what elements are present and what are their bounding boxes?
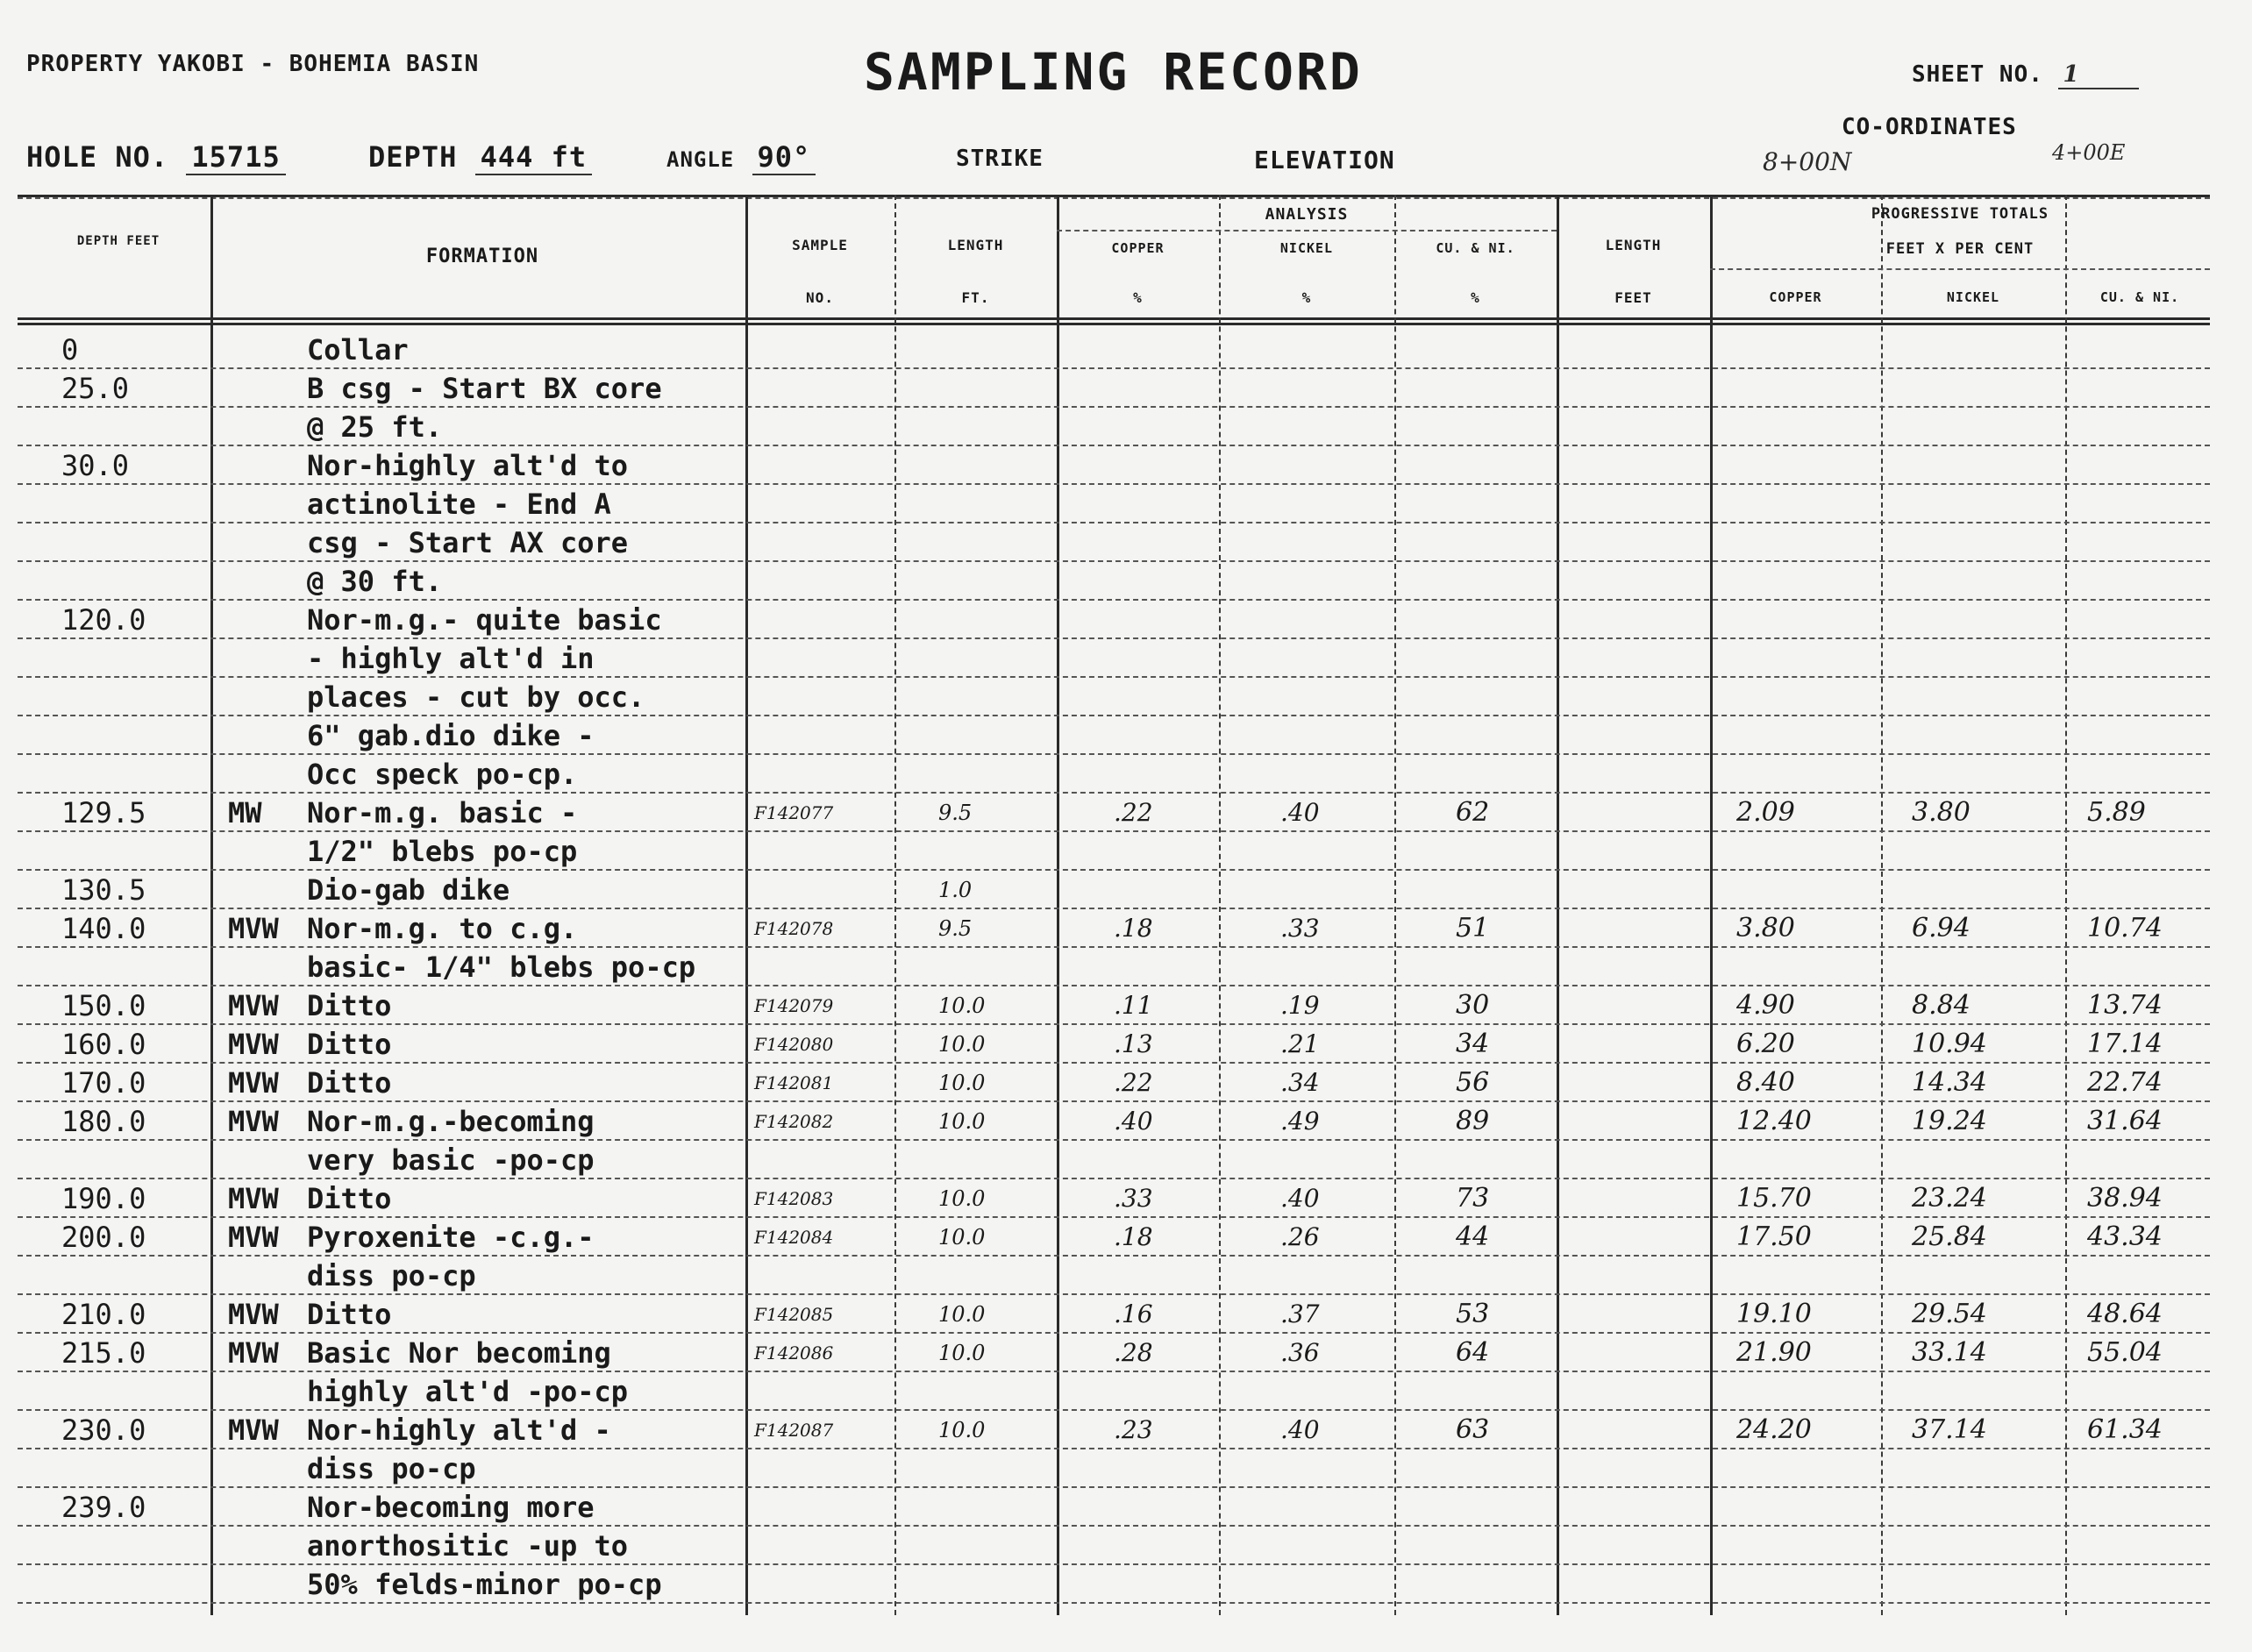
row-formation: Ditto — [307, 1066, 392, 1100]
table-row — [18, 408, 2210, 446]
row-progressive-copper: 15.70 — [1736, 1183, 1812, 1214]
row-formation: Ditto — [307, 1182, 392, 1215]
row-grade: MVW — [228, 1221, 279, 1254]
table-row — [18, 716, 2210, 755]
row-copper-pct: .33 — [1114, 1184, 1153, 1213]
row-progressive-nickel: 14.34 — [1912, 1067, 1987, 1098]
row-depth: 150.0 — [61, 989, 146, 1022]
table-row — [18, 1527, 2210, 1565]
row-depth: 30.0 — [61, 449, 130, 482]
hole-info — [26, 140, 286, 175]
table-row — [18, 1141, 2210, 1179]
row-sample-no: F142077 — [754, 802, 834, 823]
row-grade: MVW — [228, 1298, 279, 1331]
row-formation: Nor-highly alt'd - — [307, 1413, 611, 1447]
row-progressive-nickel: 6.94 — [1912, 913, 1970, 943]
row-copper-pct: .18 — [1114, 1222, 1153, 1251]
row-formation: 1/2" blebs po-cp — [307, 835, 578, 868]
row-progressive-copper: 3.80 — [1736, 913, 1795, 943]
row-progressive-copper: 24.20 — [1736, 1414, 1812, 1445]
row-progressive-cuni: 61.34 — [2087, 1414, 2163, 1445]
row-sample-no: F142085 — [754, 1304, 834, 1325]
row-grade: MVW — [228, 1028, 279, 1061]
row-formation: Dio-gab dike — [307, 873, 510, 907]
col-header-feet: FEET — [1614, 289, 1652, 306]
row-formation: Ditto — [307, 1298, 392, 1331]
row-cuni-pct: 53 — [1456, 1299, 1490, 1329]
table-row — [18, 331, 2210, 369]
angle-value: 90° — [752, 140, 816, 175]
row-formation: 50% felds-minor po-cp — [307, 1568, 662, 1601]
col-header-nickel-pct: % — [1301, 289, 1312, 306]
row-depth: 230.0 — [61, 1413, 146, 1447]
col-header-depth: DEPTH FEET — [76, 234, 160, 248]
row-formation: 6" gab.dio dike - — [307, 719, 595, 752]
row-depth: 120.0 — [61, 603, 146, 637]
row-copper-pct: .18 — [1114, 914, 1153, 943]
row-length: 10.0 — [938, 1071, 986, 1095]
table-row — [18, 1102, 2210, 1141]
table-row — [18, 986, 2210, 1025]
table-row — [18, 871, 2210, 909]
row-formation: Nor-m.g. basic - — [307, 796, 578, 830]
row-cuni-pct: 51 — [1456, 913, 1490, 943]
row-progressive-cuni: 48.64 — [2087, 1299, 2163, 1329]
row-progressive-cuni: 38.94 — [2087, 1183, 2163, 1214]
row-formation: B csg - Start BX core — [307, 372, 662, 405]
col-header-nickel: NICKEL — [1279, 240, 1334, 256]
row-length: 10.0 — [938, 1225, 986, 1250]
table-row — [18, 485, 2210, 523]
row-depth: 190.0 — [61, 1182, 146, 1215]
row-progressive-nickel: 37.14 — [1912, 1414, 1987, 1445]
row-cuni-pct: 73 — [1456, 1183, 1490, 1214]
col-header-feet-x-pct: FEET X PER CENT — [1885, 240, 2035, 258]
row-progressive-cuni: 10.74 — [2087, 913, 2163, 943]
row-formation: Nor-m.g. to c.g. — [307, 912, 578, 945]
row-progressive-nickel: 10.94 — [1912, 1029, 1987, 1059]
row-length: 10.0 — [938, 1341, 986, 1365]
row-depth: 180.0 — [61, 1105, 146, 1138]
row-depth: 140.0 — [61, 912, 146, 945]
hole-no-value: 15715 — [186, 140, 285, 175]
row-sample-no: F142080 — [754, 1034, 834, 1055]
row-sample-no: F142087 — [754, 1420, 834, 1441]
row-formation: @ 30 ft. — [307, 565, 443, 598]
row-length: 10.0 — [938, 1032, 986, 1057]
row-formation: highly alt'd -po-cp — [307, 1375, 629, 1408]
elevation-label: ELEVATION — [1254, 146, 1395, 174]
table-row — [18, 1257, 2210, 1295]
table-row — [18, 446, 2210, 485]
hole-label: HOLE NO. — [26, 140, 169, 174]
row-nickel-pct: .49 — [1280, 1107, 1320, 1136]
row-depth: 170.0 — [61, 1066, 146, 1100]
row-length: 10.0 — [938, 993, 986, 1018]
table-row — [18, 523, 2210, 562]
row-formation: actinolite - End A — [307, 488, 611, 521]
row-progressive-cuni: 5.89 — [2087, 797, 2146, 828]
col-header-length-ft: FT. — [961, 289, 990, 306]
row-copper-pct: .13 — [1114, 1029, 1153, 1058]
depth-info — [368, 140, 592, 175]
row-nickel-pct: .40 — [1280, 1415, 1320, 1444]
row-progressive-nickel: 25.84 — [1912, 1221, 1987, 1252]
row-progressive-copper: 12.40 — [1736, 1106, 1812, 1136]
row-cuni-pct: 44 — [1456, 1221, 1490, 1252]
row-depth: 215.0 — [61, 1336, 146, 1370]
rule — [1710, 268, 2210, 270]
row-nickel-pct: .36 — [1280, 1338, 1320, 1367]
table-row — [18, 1025, 2210, 1064]
row-grade: MVW — [228, 1182, 279, 1215]
row-formation: Ditto — [307, 989, 392, 1022]
row-formation: diss po-cp — [307, 1452, 476, 1485]
col-header-formation: FORMATION — [425, 246, 539, 267]
table-row — [18, 755, 2210, 794]
table-row — [18, 909, 2210, 948]
coord-north: 8+00N — [1763, 147, 1852, 176]
row-progressive-copper: 19.10 — [1736, 1299, 1812, 1329]
row-copper-pct: .11 — [1114, 991, 1153, 1020]
row-formation: Ditto — [307, 1028, 392, 1061]
row-sample-no: F142086 — [754, 1342, 834, 1364]
row-grade: MVW — [228, 912, 279, 945]
row-progressive-nickel: 23.24 — [1912, 1183, 1987, 1214]
col-header-copper: COPPER — [1111, 240, 1165, 256]
col-header-cuni-pct: % — [1471, 289, 1480, 306]
row-progressive-cuni: 31.64 — [2087, 1106, 2163, 1136]
row-cuni-pct: 56 — [1456, 1067, 1490, 1098]
row-progressive-copper: 17.50 — [1736, 1221, 1812, 1252]
table-row — [18, 1295, 2210, 1334]
row-formation: - highly alt'd in — [307, 642, 595, 675]
table-row — [18, 1488, 2210, 1527]
table-row — [18, 1449, 2210, 1488]
row-progressive-cuni: 13.74 — [2087, 990, 2163, 1021]
row-cuni-pct: 63 — [1456, 1414, 1490, 1445]
row-cuni-pct: 89 — [1456, 1106, 1490, 1136]
row-formation: basic- 1/4" blebs po-cp — [307, 951, 696, 984]
row-grade: MVW — [228, 989, 279, 1022]
row-formation: Nor-becoming more — [307, 1491, 595, 1524]
col-header-p-cuni: CU. & NI. — [2099, 289, 2180, 305]
table-row — [18, 1334, 2210, 1372]
table-row — [18, 1064, 2210, 1102]
row-cuni-pct: 62 — [1456, 797, 1490, 828]
table-row — [18, 369, 2210, 408]
row-depth: 25.0 — [61, 372, 130, 405]
row-grade: MW — [228, 796, 262, 830]
row-progressive-copper: 6.20 — [1736, 1029, 1795, 1059]
sheet-label: SHEET NO. — [1912, 61, 2043, 88]
row-length: 9.5 — [938, 801, 973, 825]
table-row — [18, 948, 2210, 986]
sheet-no-value: 1 — [2058, 61, 2139, 89]
row-depth: 129.5 — [61, 796, 146, 830]
col-header-copper-pct: % — [1133, 289, 1143, 306]
row-grade: MVW — [228, 1105, 279, 1138]
col-header-cuni: CU. & NI. — [1436, 240, 1515, 256]
row-nickel-pct: .37 — [1280, 1300, 1320, 1328]
angle-info — [666, 140, 816, 175]
row-length: 10.0 — [938, 1302, 986, 1327]
row-progressive-nickel: 19.24 — [1912, 1106, 1987, 1136]
row-grade: MVW — [228, 1336, 279, 1370]
row-formation: diss po-cp — [307, 1259, 476, 1292]
row-copper-pct: .22 — [1114, 798, 1153, 827]
row-formation: anorthositic -up to — [307, 1529, 629, 1563]
sheet-no-label — [1912, 61, 2139, 89]
coordinates-label: CO-ORDINATES — [1842, 114, 2017, 140]
row-formation: Pyroxenite -c.g.- — [307, 1221, 595, 1254]
col-header-p-nickel: NICKEL — [1946, 289, 2000, 305]
row-formation: Nor-highly alt'd to — [307, 449, 629, 482]
rule — [1057, 230, 1557, 231]
row-sample-no: F142081 — [754, 1072, 834, 1093]
row-depth: 160.0 — [61, 1028, 146, 1061]
row-sample-no: F142082 — [754, 1111, 834, 1132]
row-sample-no: F142084 — [754, 1227, 834, 1248]
row-progressive-cuni: 55.04 — [2087, 1337, 2163, 1368]
row-copper-pct: .40 — [1114, 1107, 1153, 1136]
row-nickel-pct: .40 — [1280, 1184, 1320, 1213]
row-depth: 239.0 — [61, 1491, 146, 1524]
row-length: 1.0 — [938, 878, 973, 902]
row-sample-no: F142079 — [754, 995, 834, 1016]
table-row — [18, 794, 2210, 832]
row-progressive-nickel: 33.14 — [1912, 1337, 1987, 1368]
angle-label: ANGLE — [666, 147, 735, 172]
col-header-progressive: PROGRESSIVE TOTALS — [1871, 205, 2049, 223]
row-nickel-pct: .40 — [1280, 798, 1320, 827]
row-progressive-cuni: 17.14 — [2087, 1029, 2163, 1059]
row-formation: very basic -po-cp — [307, 1143, 595, 1177]
row-cuni-pct: 64 — [1456, 1337, 1490, 1368]
col-header-sample: SAMPLE — [792, 237, 848, 253]
row-formation: Nor-m.g.- quite basic — [307, 603, 662, 637]
table-row — [18, 678, 2210, 716]
table-row — [18, 601, 2210, 639]
row-nickel-pct: .26 — [1280, 1222, 1320, 1251]
row-grade: MVW — [228, 1066, 279, 1100]
table-row — [18, 1565, 2210, 1604]
col-header-p-copper: COPPER — [1769, 289, 1822, 305]
row-nickel-pct: .21 — [1280, 1029, 1320, 1058]
row-progressive-copper: 2.09 — [1736, 797, 1795, 828]
row-progressive-cuni: 22.74 — [2087, 1067, 2163, 1098]
page-title: SAMPLING RECORD — [864, 42, 1363, 102]
row-grade: MVW — [228, 1413, 279, 1447]
col-header-length2: LENGTH — [1605, 237, 1662, 253]
row-formation: places - cut by occ. — [307, 680, 645, 714]
table-row — [18, 1179, 2210, 1218]
table-row — [18, 1218, 2210, 1257]
row-length: 10.0 — [938, 1186, 986, 1211]
row-formation: Nor-m.g.-becoming — [307, 1105, 595, 1138]
row-depth: 210.0 — [61, 1298, 146, 1331]
row-progressive-cuni: 43.34 — [2087, 1221, 2163, 1252]
row-progressive-nickel: 29.54 — [1912, 1299, 1987, 1329]
table-row — [18, 639, 2210, 678]
row-length: 10.0 — [938, 1418, 986, 1442]
row-formation: @ 25 ft. — [307, 410, 443, 444]
row-nickel-pct: .34 — [1280, 1068, 1320, 1097]
row-length: 9.5 — [938, 916, 973, 941]
table-row — [18, 832, 2210, 871]
row-nickel-pct: .33 — [1280, 914, 1320, 943]
row-copper-pct: .16 — [1114, 1300, 1153, 1328]
row-length: 10.0 — [938, 1109, 986, 1134]
row-copper-pct: .22 — [1114, 1068, 1153, 1097]
row-cuni-pct: 30 — [1456, 990, 1490, 1021]
depth-label: DEPTH — [368, 140, 458, 174]
row-progressive-copper: 21.90 — [1736, 1337, 1812, 1368]
property-label: PROPERTY YAKOBI - BOHEMIA BASIN — [26, 51, 480, 77]
col-header-analysis: ANALYSIS — [1265, 205, 1349, 224]
row-depth: 0 — [61, 333, 79, 367]
row-sample-no: F142083 — [754, 1188, 834, 1209]
table-row — [18, 562, 2210, 601]
row-formation: Basic Nor becoming — [307, 1336, 611, 1370]
row-rule — [18, 1602, 2210, 1604]
row-sample-no: F142078 — [754, 918, 834, 939]
coord-east: 4+00E — [2052, 140, 2126, 165]
table-row — [18, 1372, 2210, 1411]
strike-label: STRIKE — [956, 146, 1044, 172]
row-formation: Occ speck po-cp. — [307, 758, 578, 791]
col-header-length: LENGTH — [947, 237, 1004, 253]
row-formation: Collar — [307, 333, 409, 367]
col-header-sample-no: NO. — [806, 289, 834, 306]
row-nickel-pct: .19 — [1280, 991, 1320, 1020]
depth-value: 444 ft — [475, 140, 593, 175]
row-copper-pct: .28 — [1114, 1338, 1153, 1367]
row-progressive-nickel: 3.80 — [1912, 797, 1970, 828]
table-row — [18, 1411, 2210, 1449]
row-cuni-pct: 34 — [1456, 1029, 1490, 1059]
row-progressive-copper: 4.90 — [1736, 990, 1795, 1021]
row-formation: csg - Start AX core — [307, 526, 629, 559]
row-progressive-copper: 8.40 — [1736, 1067, 1795, 1098]
sampling-table — [18, 195, 2210, 1615]
row-copper-pct: .23 — [1114, 1415, 1153, 1444]
row-depth: 130.5 — [61, 873, 146, 907]
row-progressive-nickel: 8.84 — [1912, 990, 1970, 1021]
row-depth: 200.0 — [61, 1221, 146, 1254]
